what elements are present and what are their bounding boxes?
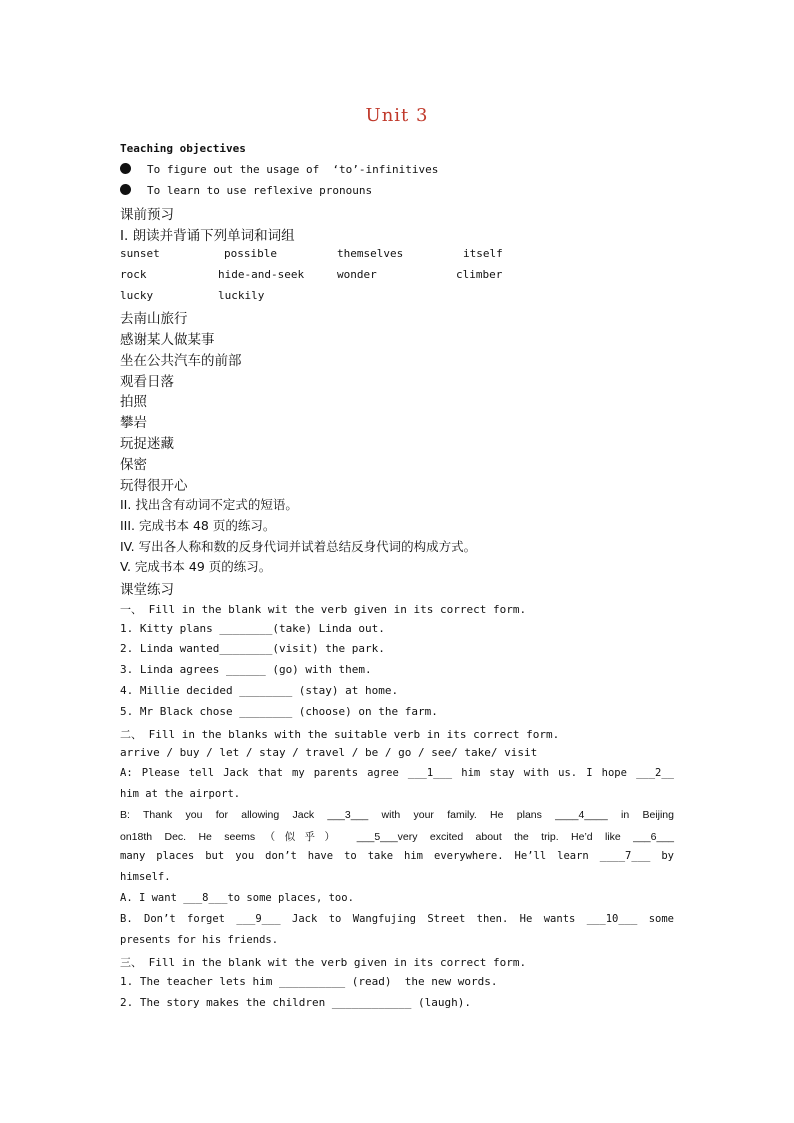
page-title: Unit 3	[365, 105, 429, 126]
preview-section-2: II. 找出含有动词不定式的短语。	[120, 497, 298, 512]
preview-section-1: I. 朗读并背诵下列单词和词组	[120, 228, 295, 244]
vocab-word: themselves	[337, 247, 404, 260]
preview-section-5: V. 完成书本 49 页的练习。	[120, 559, 272, 574]
exercise-item: 1. The teacher lets him __________ (read) the new words.	[120, 975, 498, 988]
vocab-word: rock	[120, 268, 147, 281]
vocab-word: climber	[456, 268, 503, 281]
part3-instruction: 三、 Fill in the blank wit the verb given in its correct form.	[120, 956, 527, 969]
dialogue-line: on18th Dec. He seems（似乎） ___5___very excited about the trip. He’d like ___6___	[120, 831, 674, 843]
exercise-item: 2. Linda wanted________(visit) the park.	[120, 642, 385, 655]
vocab-word: lucky	[120, 289, 154, 302]
vocab-word: wonder	[337, 268, 377, 281]
part2-instruction: 二、 Fill in the blanks with the suitable verb in its correct form.	[120, 728, 560, 741]
phrase: 观看日落	[120, 374, 174, 390]
phrase: 感谢某人做某事	[120, 332, 215, 348]
dialogue-line: B. Don’t forget ___9___ Jack to Wangfujing Street then. He wants ___10___ some	[120, 913, 674, 925]
vocab-word: itself	[463, 247, 503, 260]
dialogue-line: him at the airport.	[120, 788, 241, 800]
phrase: 保密	[120, 457, 147, 473]
preview-heading: 课前预习	[120, 207, 174, 223]
exercise-item: 3. Linda agrees ______ (go) with them.	[120, 663, 372, 676]
phrase: 攀岩	[120, 415, 147, 431]
dialogue-line: presents for his friends.	[120, 934, 279, 946]
dialogue-line: himself.	[120, 871, 171, 883]
exercise-item: 5. Mr Black chose ________ (choose) on the farm.	[120, 705, 438, 718]
bullet-icon	[120, 163, 131, 174]
dialogue-line: B: Thank you for allowing Jack ___3___ with your family. He plans ____4____ in Beijing	[120, 809, 674, 821]
phrase: 坐在公共汽车的前部	[120, 353, 242, 369]
objective-item: To learn to use reflexive pronouns	[120, 184, 372, 197]
vocab-word: possible	[224, 247, 277, 260]
dialogue-line: many places but you don’t have to take him everywhere. He’ll learn ____7___ by	[120, 850, 674, 862]
vocab-word: luckily	[218, 289, 265, 302]
vocab-word: hide-and-seek	[218, 268, 305, 281]
preview-section-3: III. 完成书本 48 页的练习。	[120, 518, 276, 533]
phrase: 玩得很开心	[120, 478, 188, 494]
phrase: 去南山旅行	[120, 311, 188, 327]
vocab-word: sunset	[120, 247, 160, 260]
objective-item: To figure out the usage of ‘to’-infinitives	[120, 163, 438, 176]
part1-instruction: 一、 Fill in the blank wit the verb given in its correct form.	[120, 603, 527, 616]
phrase: 拍照	[120, 394, 147, 410]
exercise-item: 1. Kitty plans ________(take) Linda out.	[120, 622, 385, 635]
dialogue-line: A: Please tell Jack that my parents agree ___1___ him stay with us. I hope ___2__	[120, 767, 674, 779]
phrase: 玩捉迷藏	[120, 436, 174, 452]
exercise-item: 4. Millie decided ________ (stay) at home.	[120, 684, 399, 697]
classwork-heading: 课堂练习	[120, 582, 174, 598]
exercise-item: 2. The story makes the children ____________ (laugh).	[120, 996, 471, 1009]
word-bank: arrive / buy / let / stay / travel / be / go / see/ take/ visit	[120, 746, 538, 759]
dialogue-line: A. I want ___8___to some places, too.	[120, 892, 354, 904]
bullet-icon	[120, 184, 131, 195]
objectives-heading: Teaching objectives	[120, 142, 246, 155]
preview-section-4: IV. 写出各人称和数的反身代词并试着总结反身代词的构成方式。	[120, 539, 477, 554]
